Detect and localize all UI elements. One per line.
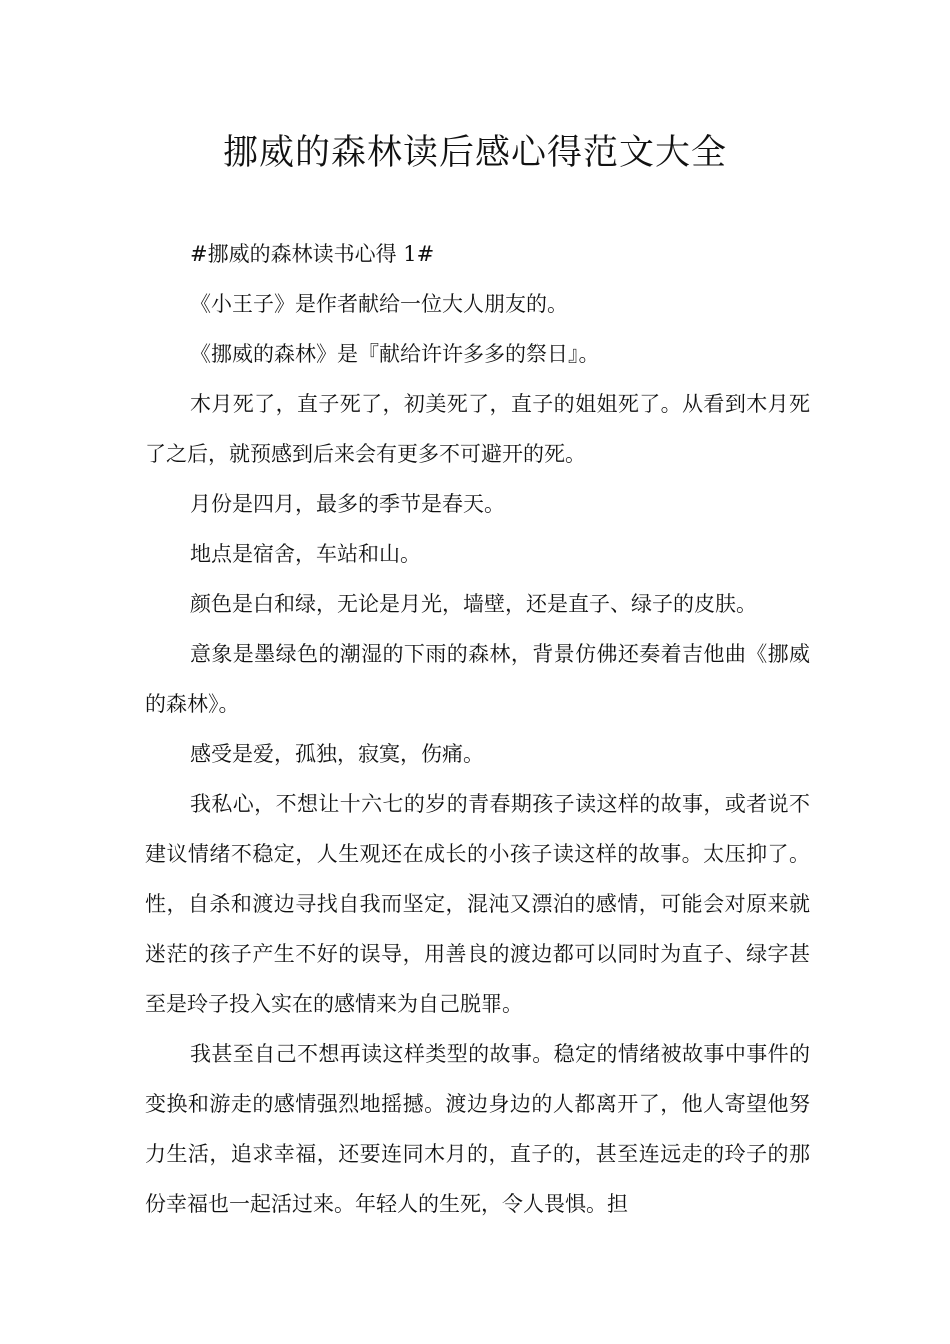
paragraph-deaths: 木月死了，直子死了，初美死了，直子的姐姐死了。从看到木月死了之后，就预感到后来会有更多不可避开的死。: [145, 392, 810, 466]
paragraph-private-opinion: 我私心，不想让十六七的岁的青春期孩子读这样的故事，或者说不建议情绪不稳定，人生观还在成长的小孩子读这样的故事。太压抑了。性，自杀和渡边寻找自我而坚定，混沌又漂泊的感情，可能会对原来就迷茫的孩子产生不好的误导，用善良的渡边都可以同时为直子、绿字甚至是玲子投入实在的感情来为自己脱罪。: [145, 792, 810, 1016]
document-title: 挪威的森林读后感心得范文大全: [222, 133, 727, 173]
document-body: [145, 229, 810, 1229]
paragraph-reading-note-heading: #挪威的森林读书心得 1#: [190, 242, 435, 266]
paragraph-little-prince: 《小王子》是作者献给一位大人朋友的。: [190, 292, 568, 316]
paragraph-colors: 颜色是白和绿，无论是月光，墙壁，还是直子、绿子的皮肤。: [190, 592, 757, 616]
paragraph-month-season: 月份是四月，最多的季节是春天。: [190, 492, 505, 516]
paragraph-feelings: 感受是爱，孤独，寂寞，伤痛。: [190, 742, 484, 766]
paragraph-places: 地点是宿舍，车站和山。: [190, 542, 421, 566]
paragraph-norwegian-wood-dedication: 《挪威的森林》是『献给许许多多的祭日』。: [190, 342, 600, 366]
paragraph-imagery: 意象是墨绿色的潮湿的下雨的森林，背景仿佛还奏着吉他曲《挪威的森林》。: [145, 642, 810, 716]
paragraph-personal-reaction: 我甚至自己不想再读这样类型的故事。稳定的情绪被故事中事件的变换和游走的感情强烈地摇撼。渡边身边的人都离开了，他人寄望他努力生活，追求幸福，还要连同木月的，直子的，甚至连远走的玲子的那份幸福也一起活过来。年轻人的生死，令人畏惧。担: [145, 1042, 810, 1216]
